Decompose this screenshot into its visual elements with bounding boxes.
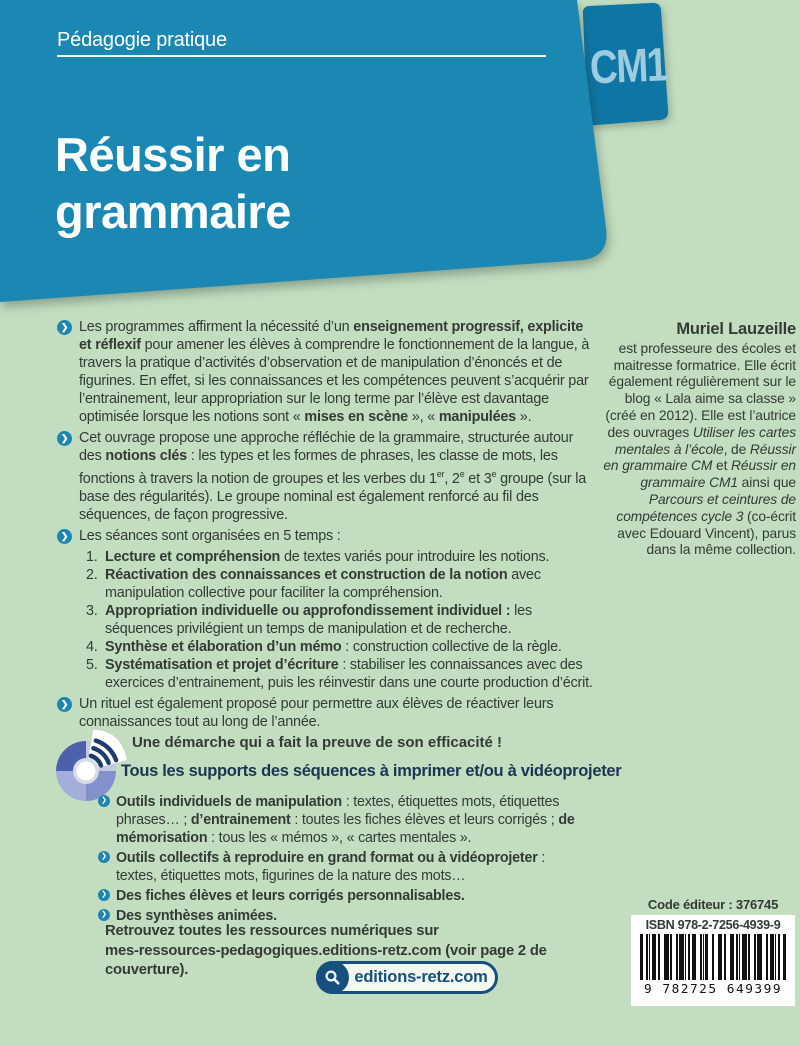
list-item — [98, 849, 580, 885]
chevron-bullet-icon — [98, 795, 110, 807]
step-item — [86, 548, 595, 566]
list-item-text: Outils individuels de manipulation : textes, étiquettes mots, étiquettes phrases… ; d’entrainement : toutes les fiches élèves et leurs corrigés ; de mémorisation : tous les « mémos », « cartes mentales ». — [116, 794, 575, 846]
step-text: Appropriation individuelle ou approfondissement individuel : les séquences privilégient un temps de manipulation et de recherche. — [105, 602, 532, 637]
author-block — [597, 321, 796, 559]
collection-label: Pédagogie pratique — [57, 29, 546, 57]
step-number: 3. — [86, 602, 98, 619]
book-title — [55, 126, 291, 240]
chevron-bullet-icon — [57, 697, 72, 712]
search-icon — [316, 961, 349, 994]
chevron-bullet-icon — [57, 320, 72, 335]
website-url: editions-retz.com — [354, 968, 488, 986]
level-badge: CM1 — [588, 37, 668, 94]
paragraph-text: Cet ouvrage propose une approche réfléchie de la grammaire, structurée autour des notions clés : les types et les formes de phrases, les classe de mots, les fonctions à travers la notion de groupes et les verbes du 1er, 2e et 3e groupe (sur la base des régularités). Le groupe nominal est également renforcé au fil des séquences, de façon progressive. — [79, 430, 587, 523]
list-item-text: Des synthèses animées. — [116, 908, 277, 924]
ean-number: 9 782725 649399 — [643, 982, 783, 997]
website-link[interactable] — [316, 961, 498, 994]
list-item-text: Des fiches élèves et leurs corrigés personnalisables. — [116, 888, 465, 904]
chevron-bullet-icon — [98, 909, 110, 921]
step-item — [86, 602, 595, 638]
isbn: ISBN 978-2-7256-4939-9 — [645, 918, 781, 932]
step-text: Réactivation des connaissances et construction de la notion avec manipulation collective pour faciliter la compréhension. — [105, 566, 541, 601]
paragraph-text: Les programmes affirment la nécessité d’un enseignement progressif, explicite et réflexif pour amener les élèves à comprendre le fonctionnement de la langue, à travers la pratique d’activités d’observation et de manipulation d’énoncés et de figurines. En effet, si les connaissances et les compétences peuvent s’acquérir par l’entrainement, leur appropriation sur le long terme par l’élève est davantage optimisée lorsque les notions sont « mises en scène », « manipulées ». — [79, 319, 590, 425]
chevron-bullet-icon — [57, 431, 72, 446]
chevron-bullet-icon — [98, 889, 110, 901]
list-item — [98, 887, 580, 905]
supports-heading: Tous les supports des séquences à imprimer et/ou à vidéoprojeter — [121, 762, 622, 780]
book-title-line1: Réussir en — [55, 128, 291, 181]
barcode-image — [640, 934, 786, 980]
step-number: 5. — [86, 656, 98, 673]
code-editeur: Code éditeur : 376745 — [647, 897, 779, 912]
paragraph-text: Les séances sont organisées en 5 temps : — [79, 527, 341, 544]
step-number: 2. — [86, 566, 98, 583]
step-item — [86, 566, 595, 602]
chevron-bullet-icon — [57, 529, 72, 544]
author-bio: est professeure des écoles et maitresse formatrice. Elle écrit également régulièrement sur le blog « Lala aime sa classe » (créé en 2012). Elle est l’autrice des ouvrages Utiliser les cartes mentales à l’école, de Réussir en grammaire CM et Réussir en grammaire CM1 ainsi que Parcours et ceintures de compétences cycle 3 (co-écrit avec Edouard Vincent), parus dans la même collection. — [603, 340, 796, 558]
bullet-paragraph — [57, 695, 595, 731]
step-text: Synthèse et élaboration d’un mémo : construction collective de la règle. — [105, 638, 562, 655]
paragraph-text: Un rituel est également proposé pour permettre aux élèves de réactiver leurs connaissances tout au long de l’année. — [79, 695, 554, 730]
step-text: Systématisation et projet d’écriture : stabiliser les connaissances avec des exercices d’entrainement, puis les réinvestir dans une courte production d’écrit. — [105, 656, 593, 691]
barcode-box — [631, 915, 795, 1006]
slogan: Une démarche qui a fait la preuve de son efficacité ! — [131, 734, 503, 751]
step-text: Lecture et compréhension de textes variés pour introduire les notions. — [105, 548, 550, 565]
resources-note-line2: mes-ressources-pedagogiques.editions-retz.com (voir page 2 de couverture). — [105, 942, 547, 978]
steps-list — [86, 548, 595, 692]
resources-note-line1: Retrouvez toutes les ressources numériques sur — [105, 923, 439, 939]
bullet-paragraph — [57, 429, 595, 524]
chevron-bullet-icon — [98, 851, 110, 863]
list-item-text: Outils collectifs à reproduire en grand format ou à vidéoprojeter : textes, étiquettes mots, figurines de la nature des mots… — [116, 850, 546, 884]
list-item — [98, 793, 580, 847]
book-title-line2: grammaire — [55, 185, 291, 238]
bullet-paragraph — [57, 527, 595, 545]
step-item — [86, 638, 595, 656]
step-number: 1. — [86, 548, 98, 565]
author-name: Muriel Lauzeille — [676, 320, 796, 338]
step-item — [86, 656, 595, 692]
step-number: 4. — [86, 638, 98, 655]
bullet-paragraph — [57, 318, 595, 426]
description-section — [57, 318, 595, 734]
supports-list — [98, 793, 580, 927]
